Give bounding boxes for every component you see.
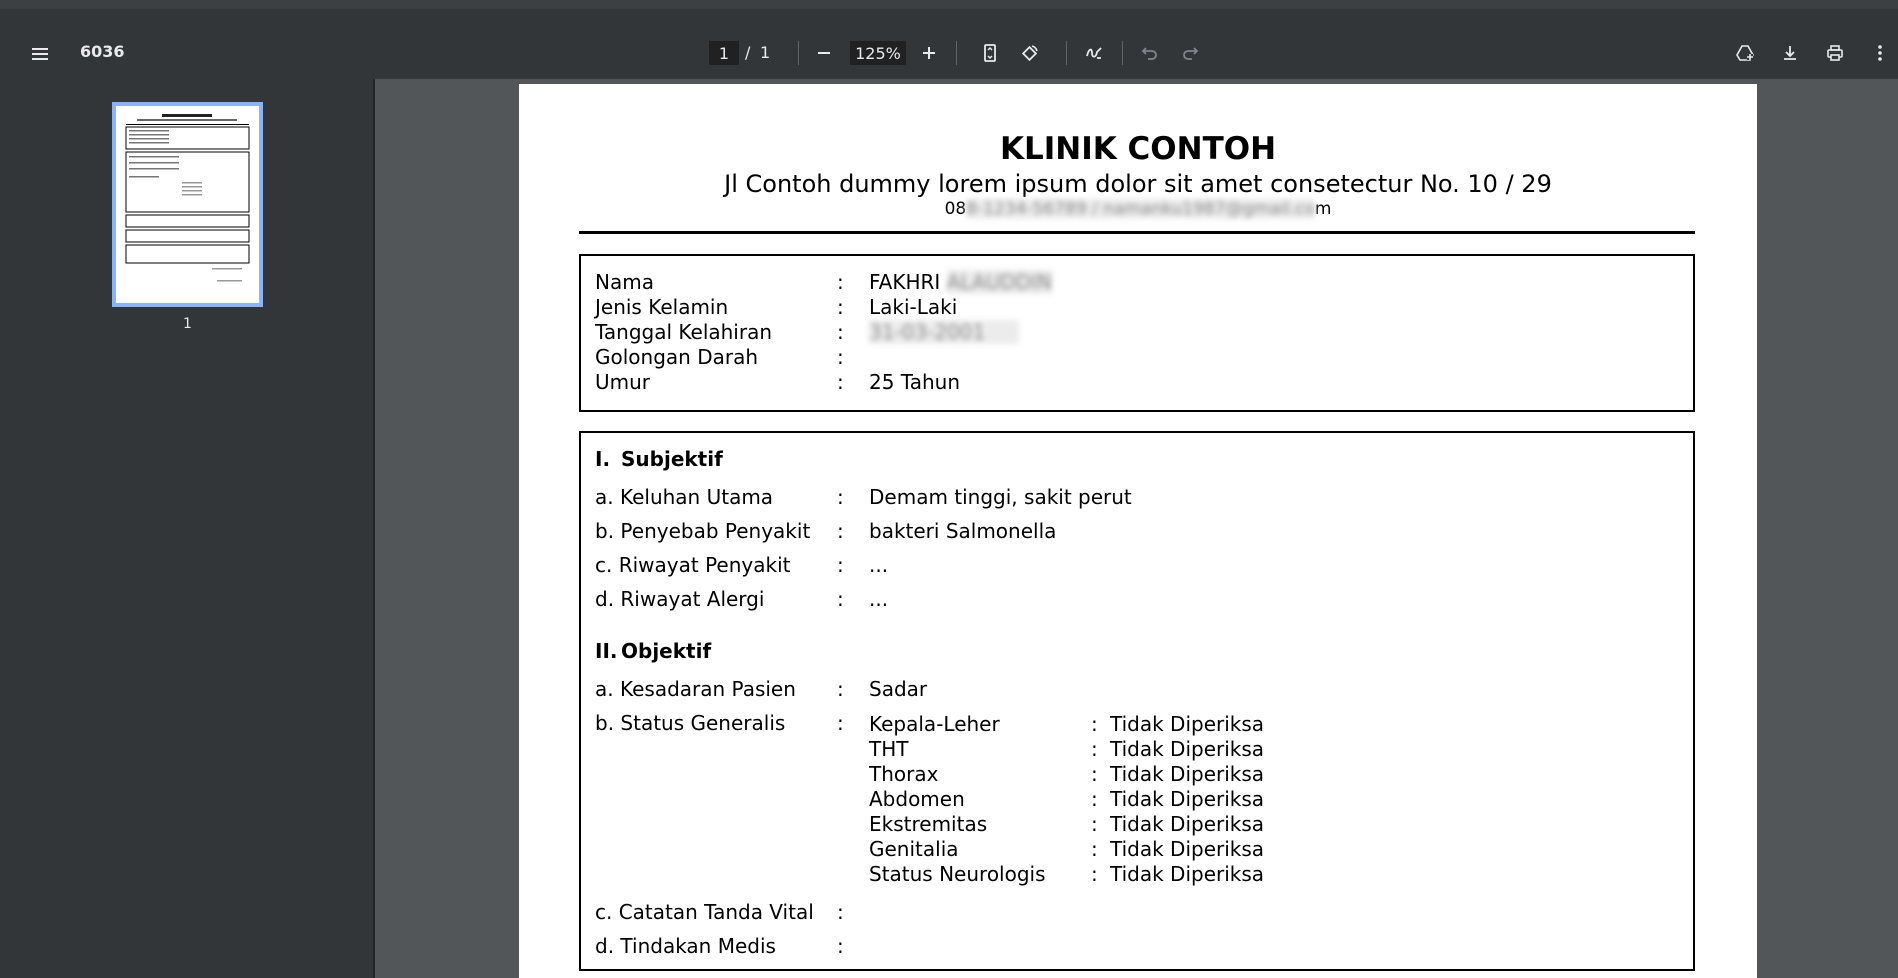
status-item-label: Ekstremitas xyxy=(869,812,988,836)
subjektif-number: I. xyxy=(595,447,611,471)
name-label: Nama xyxy=(595,270,654,294)
status-item-value: Tidak Diperiksa xyxy=(1110,712,1265,736)
more-icon[interactable] xyxy=(1864,37,1896,69)
document-title: 6036 xyxy=(80,42,125,61)
clinic-name: KLINIK CONTOH xyxy=(999,131,1277,167)
colon: : xyxy=(837,485,844,509)
rotate-icon[interactable] xyxy=(1014,37,1046,69)
subjektif-item-value: ... xyxy=(869,553,889,577)
zoom-in-icon[interactable] xyxy=(913,37,945,69)
thumbnail-page-number: 1 xyxy=(183,316,192,332)
subjektif-item-value: bakteri Salmonella xyxy=(869,519,1057,543)
colon: : xyxy=(837,587,844,611)
objektif-title: Objektif xyxy=(621,639,712,663)
undo-icon[interactable] xyxy=(1134,37,1166,69)
patient-info-box xyxy=(579,254,1695,412)
name-value xyxy=(869,270,1052,294)
colon: : xyxy=(1091,737,1098,761)
gender-label: Jenis Kelamin xyxy=(595,295,729,319)
toolbar-divider xyxy=(1122,41,1123,65)
soap-box xyxy=(579,431,1695,971)
pdf-toolbar xyxy=(0,0,1898,79)
tindakan-label: d. Tindakan Medis xyxy=(595,934,776,958)
subjektif-item-label: c. Riwayat Penyakit xyxy=(595,553,791,577)
gender-value: Laki-Laki xyxy=(869,295,958,319)
colon: : xyxy=(837,295,844,319)
download-icon[interactable] xyxy=(1774,37,1806,69)
blood-type-label: Golongan Darah xyxy=(595,345,758,369)
colon: : xyxy=(1091,862,1098,886)
page-separator: / xyxy=(745,43,751,62)
name-first: FAKHRI xyxy=(869,270,941,294)
subjektif-item-value: ... xyxy=(869,587,889,611)
colon: : xyxy=(837,519,844,543)
clinic-contact xyxy=(519,199,1757,219)
print-icon[interactable] xyxy=(1819,37,1851,69)
colon: : xyxy=(837,270,844,294)
colon: : xyxy=(1091,787,1098,811)
contact-prefix: 08 xyxy=(944,199,967,219)
dob-redacted: 31-03-2001 xyxy=(869,320,1019,344)
age-value: 25 Tahun xyxy=(869,370,960,394)
toolbar-divider xyxy=(798,41,799,65)
status-item-label: Status Neurologis xyxy=(869,862,1046,886)
status-item-label: Genitalia xyxy=(869,837,959,861)
colon: : xyxy=(837,370,844,394)
status-item-value: Tidak Diperiksa xyxy=(1110,862,1265,886)
drive-icon[interactable] xyxy=(1729,37,1761,69)
colon: : xyxy=(1091,812,1098,836)
status-generalis-label: b. Status Generalis xyxy=(595,711,786,735)
thumbnail-preview xyxy=(122,112,253,297)
objektif-number: II. xyxy=(595,639,618,663)
clinic-address: Jl Contoh dummy lorem ipsum dolor sit amet consetectur No. 10 / 29 xyxy=(724,170,1552,198)
zoom-level-input[interactable]: 125% xyxy=(850,41,906,65)
status-item-label: Kepala-Leher xyxy=(869,712,1000,736)
colon: : xyxy=(837,677,844,701)
status-item-value: Tidak Diperiksa xyxy=(1110,787,1265,811)
colon: : xyxy=(1091,837,1098,861)
annotate-icon[interactable] xyxy=(1078,37,1110,69)
subjektif-item-label: b. Penyebab Penyakit xyxy=(595,519,811,543)
menu-icon[interactable] xyxy=(26,40,54,68)
kesadaran-label: a. Kesadaran Pasien xyxy=(595,677,796,701)
page-thumbnail[interactable] xyxy=(112,102,263,307)
colon: : xyxy=(837,553,844,577)
page-number-input[interactable]: 1 xyxy=(709,41,739,65)
colon: : xyxy=(837,345,844,369)
status-item-value: Tidak Diperiksa xyxy=(1110,737,1265,761)
status-item-label: Thorax xyxy=(869,762,939,786)
status-item-value: Tidak Diperiksa xyxy=(1110,812,1265,836)
status-item-value: Tidak Diperiksa xyxy=(1110,762,1265,786)
subjektif-item-label: d. Riwayat Alergi xyxy=(595,587,765,611)
status-item-value: Tidak Diperiksa xyxy=(1110,837,1265,861)
subjektif-item-label: a. Keluhan Utama xyxy=(595,485,774,509)
contact-suffix: m xyxy=(1314,199,1332,219)
colon: : xyxy=(1091,712,1098,736)
vital-label: c. Catatan Tanda Vital xyxy=(595,900,814,924)
colon: : xyxy=(1091,762,1098,786)
page-total: 1 xyxy=(760,43,771,62)
kesadaran-value: Sadar xyxy=(869,677,928,701)
toolbar-divider xyxy=(1066,41,1067,65)
toolbar-divider xyxy=(956,41,957,65)
subjektif-item-value: Demam tinggi, sakit perut xyxy=(869,485,1132,509)
colon: : xyxy=(837,900,844,924)
dob-label: Tanggal Kelahiran xyxy=(595,320,773,344)
colon: : xyxy=(837,934,844,958)
document-viewer[interactable] xyxy=(375,79,1898,978)
fit-page-icon[interactable] xyxy=(974,37,1006,69)
zoom-out-icon[interactable] xyxy=(808,37,840,69)
colon: : xyxy=(837,711,844,735)
header-divider xyxy=(579,231,1695,234)
status-item-label: Abdomen xyxy=(869,787,965,811)
colon: : xyxy=(837,320,844,344)
status-item-label: THT xyxy=(869,737,909,761)
name-redacted: ALAUDDIN xyxy=(946,270,1052,294)
contact-redacted: 8-1234-56789 / namanku1987@gmail.co xyxy=(966,199,1315,219)
age-label: Umur xyxy=(595,370,651,394)
redo-icon[interactable] xyxy=(1174,37,1206,69)
pdf-page xyxy=(519,84,1757,978)
subjektif-title: Subjektif xyxy=(621,447,723,471)
